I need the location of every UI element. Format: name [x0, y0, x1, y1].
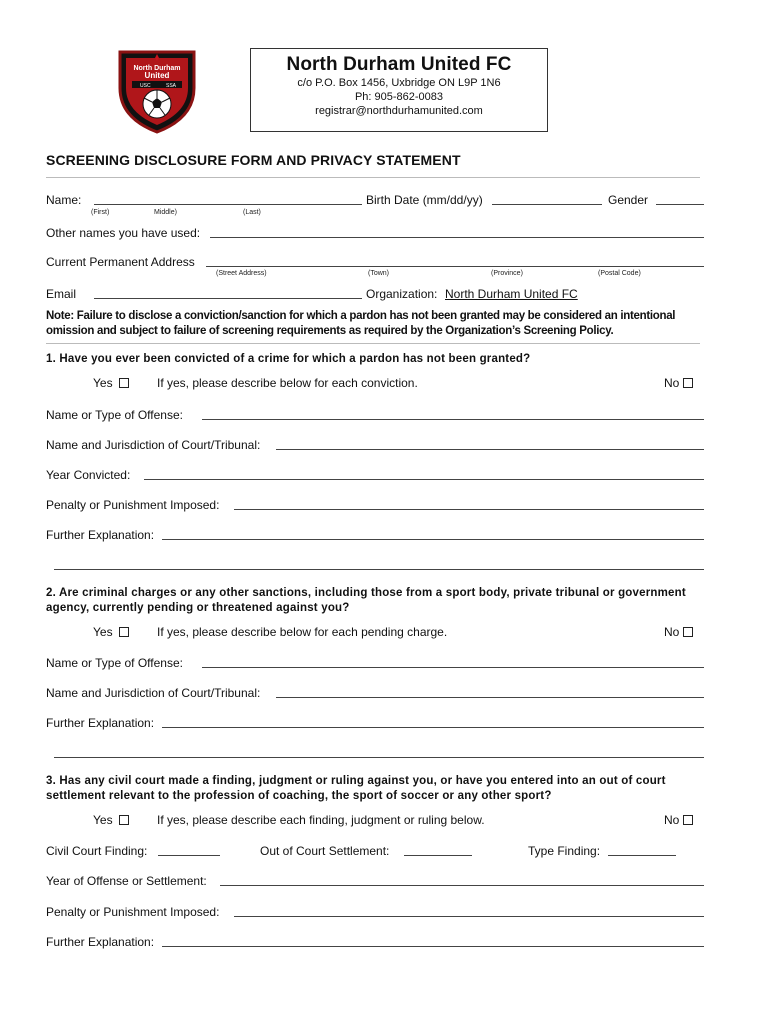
type-finding-field[interactable] — [608, 844, 676, 856]
q1-court-row — [46, 438, 706, 454]
email-field[interactable] — [94, 287, 362, 299]
other-names-field[interactable] — [210, 226, 704, 238]
q1-explanation-row-2 — [46, 558, 706, 574]
q3-penalty-row — [46, 905, 706, 921]
divider — [46, 343, 700, 344]
address-sub-street: (Street Address) — [216, 270, 267, 277]
birth-date-label: Birth Date (mm/dd/yy) — [366, 193, 483, 207]
q1-explanation-row — [46, 528, 706, 544]
q1-yes: Yes — [93, 376, 129, 390]
q2-explanation-field-2[interactable] — [54, 746, 704, 758]
name-field[interactable] — [94, 193, 362, 205]
svg-text:USC: USC — [140, 83, 151, 89]
q2-no: No — [664, 625, 693, 639]
email-label: Email — [46, 287, 77, 301]
settlement-field[interactable] — [404, 844, 472, 856]
q1-offense-row — [46, 408, 706, 424]
org-email: registrar@northdurhamunited.com — [315, 105, 483, 117]
q2-explanation-label: Further Explanation: — [46, 716, 155, 730]
q1-explanation-label: Further Explanation: — [46, 528, 155, 542]
q1-offense-field[interactable] — [202, 408, 704, 420]
q1-penalty-field[interactable] — [234, 498, 704, 510]
org-name: North Durham United FC — [286, 54, 512, 75]
q1-offense-label: Name or Type of Offense: — [46, 408, 183, 422]
settlement-label: Out of Court Settlement: — [260, 844, 390, 858]
q1-explanation-field[interactable] — [162, 528, 704, 540]
note-text: Note: Failure to disclose a conviction/sanction for which a pardon has not been granted may be considered an intentional omission and subject to failure of screening requirements as required by the Organization’s Screening Policy. — [46, 310, 676, 337]
q3-yes-checkbox[interactable] — [119, 815, 129, 825]
q3-no: No — [664, 813, 693, 827]
q3-year-label: Year of Offense or Settlement: — [46, 874, 207, 888]
question-3: 3. Has any civil court made a finding, judgment or ruling against you, or have you entered into an out of court settlement relevant to the profession of coaching, the sport of soccer or any other sport? — [46, 775, 666, 802]
header-box — [250, 48, 548, 132]
q1-penalty-label: Penalty or Punishment Imposed: — [46, 498, 220, 512]
address-sub-postal: (Postal Code) — [598, 270, 641, 277]
q2-offense-field[interactable] — [202, 656, 704, 668]
gender-field[interactable] — [656, 193, 704, 205]
q2-yes-checkbox[interactable] — [119, 627, 129, 637]
q2-offense-label: Name or Type of Offense: — [46, 656, 183, 670]
q2-court-label: Name and Jurisdiction of Court/Tribunal: — [46, 686, 261, 700]
divider — [46, 177, 700, 178]
name-sub-last: (Last) — [243, 209, 261, 216]
q1-year-field[interactable] — [144, 468, 704, 480]
svg-text:SSA: SSA — [166, 83, 177, 89]
q3-year-row — [46, 874, 706, 890]
q1-year-row — [46, 468, 706, 484]
q3-instruction: If yes, please describe each finding, judgment or ruling below. — [157, 813, 485, 827]
address-sub-province: (Province) — [491, 270, 523, 277]
q1-court-label: Name and Jurisdiction of Court/Tribunal: — [46, 438, 261, 452]
q3-no-checkbox[interactable] — [683, 815, 693, 825]
gender-label: Gender — [608, 193, 649, 207]
other-names-label: Other names you have used: — [46, 226, 201, 240]
svg-text:United: United — [144, 71, 170, 80]
address-label: Current Permanent Address — [46, 255, 195, 269]
q3-explanation-row — [46, 935, 706, 951]
question-1: 1. Have you ever been convicted of a crime for which a pardon has not been granted? — [46, 353, 531, 365]
q1-no: No — [664, 376, 693, 390]
club-logo — [118, 48, 196, 134]
q2-offense-row — [46, 656, 706, 672]
q1-year-label: Year Convicted: — [46, 468, 131, 482]
name-label: Name: — [46, 193, 82, 207]
q2-explanation-field[interactable] — [162, 716, 704, 728]
q2-explanation-row — [46, 716, 706, 732]
q2-instruction: If yes, please describe below for each pending charge. — [157, 625, 448, 639]
q3-penalty-field[interactable] — [234, 905, 704, 917]
q3-explanation-label: Further Explanation: — [46, 935, 155, 949]
question-2: 2. Are criminal charges or any other sanctions, including those from a sport body, private tribunal or government agency, currently pending or threatened against you? — [46, 587, 686, 614]
q2-explanation-row-2 — [46, 746, 706, 762]
organization-value: North Durham United FC — [445, 287, 578, 301]
name-sub-middle: Middle) — [154, 209, 177, 216]
organization-label: Organization: — [366, 287, 438, 301]
q2-no-checkbox[interactable] — [683, 627, 693, 637]
org-address: c/o P.O. Box 1456, Uxbridge ON L9P 1N6 — [297, 77, 501, 89]
q3-penalty-label: Penalty or Punishment Imposed: — [46, 905, 220, 919]
q1-penalty-row — [46, 498, 706, 514]
q3-yes: Yes — [93, 813, 129, 827]
form-title: SCREENING DISCLOSURE FORM AND PRIVACY STATEMENT — [46, 152, 461, 168]
q3-type-row — [46, 844, 706, 860]
q2-court-field[interactable] — [276, 686, 704, 698]
q1-instruction: If yes, please describe below for each conviction. — [157, 376, 418, 390]
name-row — [46, 193, 706, 209]
birth-date-field[interactable] — [492, 193, 602, 205]
q1-court-field[interactable] — [276, 438, 704, 450]
q1-yes-checkbox[interactable] — [119, 378, 129, 388]
email-row — [46, 287, 706, 303]
svg-text:North Durham: North Durham — [133, 65, 181, 72]
q3-year-field[interactable] — [220, 874, 704, 886]
q3-explanation-field[interactable] — [162, 935, 704, 947]
other-names-row — [46, 226, 706, 242]
q2-yes: Yes — [93, 625, 129, 639]
org-phone: Ph: 905-862-0083 — [354, 91, 444, 103]
civil-court-field[interactable] — [158, 844, 220, 856]
q2-court-row — [46, 686, 706, 702]
name-sub-first: (First) — [91, 209, 110, 216]
q1-explanation-field-2[interactable] — [54, 558, 704, 570]
address-sub-town: (Town) — [368, 270, 390, 277]
address-field[interactable] — [206, 255, 704, 267]
address-row — [46, 255, 706, 271]
q1-no-checkbox[interactable] — [683, 378, 693, 388]
type-finding-label: Type Finding: — [528, 844, 601, 858]
civil-court-label: Civil Court Finding: — [46, 844, 148, 858]
